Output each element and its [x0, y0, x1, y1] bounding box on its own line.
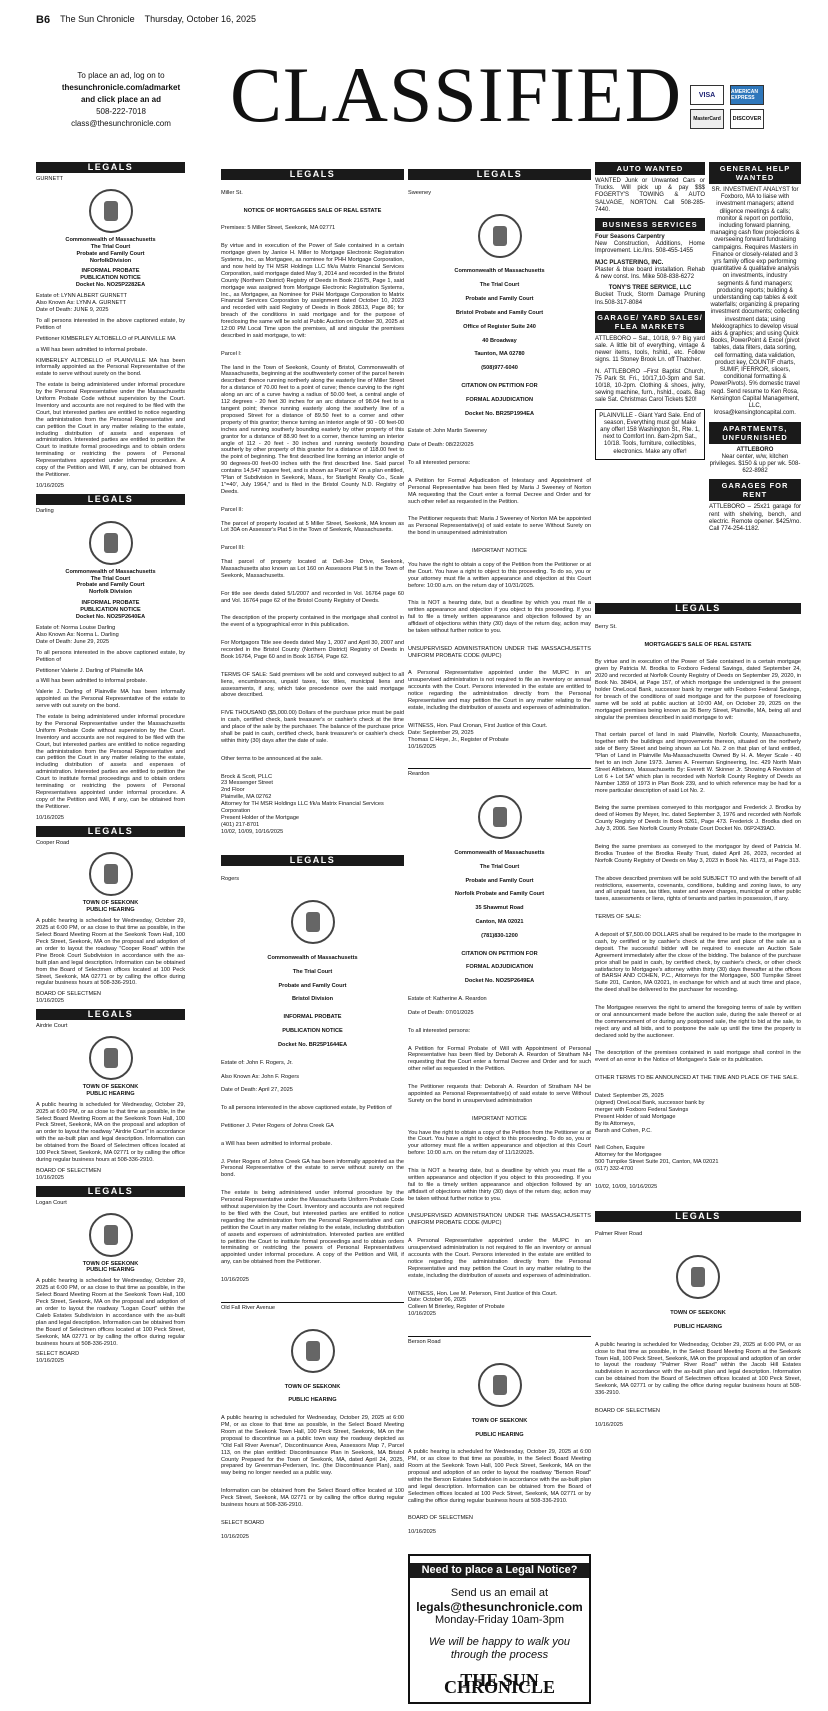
notice-text: Being the same premises conveyed to this mortgagor and Frederick J. Brodka by deed of Homes By Meyer, Inc. dated September 3, 1976 and recorded with Norfolk County Registry of Deeds in Book 5261, Page 473. Frederick J. Brodka died on July 3, 2006. See Norfolk County Probate Court Docket No. 06P2439AD.: [595, 805, 801, 833]
classified-ad: N. ATTLEBORO –First Baptist Church, 75 Park St. Fri., 10/17,10-3pm and Sat. 10/18, 10-2pm. Clothing & shoes, jwlry, sewing machine, furn., hshld., coats. Bag sale Sat. Christmas Carol Tickets $20!: [595, 368, 705, 404]
section-header: LEGALS: [408, 169, 591, 180]
notice-caption: The Trial Court: [292, 968, 333, 975]
classified-ad: ATTLEBORO – 25x21 garage for rent with shelving, bench, and electric. Remote opener. $425/mo. Call 774-254-1182.: [709, 504, 801, 532]
notice-text: By virtue and in execution of the Power of Sale contained in a certain mortgage given by Janice H. Miller to Mortgage Electronic Registration Systems, Inc., as Mortgagee, as nominee for PHH Mortgage Corporation, and now held by TH MSR Holdings LLC f/k/a Matrix Financial Services Corporation, said mortgage dated May 9, 2014 and recorded in the Bristol County (Northern District) Registry of Deeds in Book 21675, Page 1, said mortgage was assigned from Mortgage Electronic Registration Systems, Inc., as Mortgagee, as Nominee for PHH Mortgage Corporation to Matrix Financial Services Corporation by assignment dated October 10, 2023 and recorded with said Registry of Deeds in Book 28613, Page 86; for breach of the conditions in said mortgage and for the purpose of foreclosing the same will be sold at Public Auction on October 30, 2025 at 12:00 PM Local Time upon the premises, all and singular the premises described in said mortgage, to wit:: [221, 243, 404, 339]
notice-caption: CITATION ON PETITION FOR: [461, 950, 538, 957]
date-of-death: Date of Death: June 29, 2025: [36, 638, 110, 645]
notice-caption: FORMAL ADJUDICATION: [465, 396, 534, 403]
docket-number: Docket No. BR25P1644EA: [277, 1041, 348, 1048]
notice-caption: Office of Register Suite 240: [463, 323, 536, 330]
classified-ad: SR. INVESTMENT ANALYST for Foxboro, MA to liaise with investment managers; attend diligence meetings & calls; monitor & report on portfolio, including forward planning, managing cash flow projections & overseeing forward fundraising campaigns. Requires Masters in Finance or closely-related and 3 yrs family office exp performing quantitative & qualitative analysis on investments, industry segments & fund managers; producing reports; building & understanding cap tables & exit waterfalls; organizing & preparing investment documents; collecting investment data; using Mekkographics to develop visual aids & graphics; and using Quick Books, PowerPoint & Excel (pivot tables, data filters, data sorting, cell formatting, data validation, product key, COUNTIF charts, SUMIF, IFERROR, slicers, conditional formatting & PowerPivots). 5% domestic travel reqd. Send resume to Ken Rosa, Kensington Capital Management, LLC, krosa@kensingtoncapital.com.: [710, 187, 800, 417]
docket-number: Docket No. NO25P2282EA: [75, 282, 146, 289]
notice-caption: 40 Broadway: [482, 337, 517, 344]
notice-caption: Commonwealth of Massachusetts: [454, 268, 545, 275]
column-3: [408, 160, 591, 1697]
section-header: GARAGES FOR RENT: [709, 479, 801, 501]
notice-caption: Commonwealth of Massachusetts: [65, 568, 156, 575]
docket-number: Docket No. BR25P1994EA: [464, 410, 535, 417]
notice-caption: PUBLIC HEARING: [86, 1090, 135, 1097]
notice-caption: PUBLIC HEARING: [673, 1323, 723, 1330]
notice-caption: PUBLIC HEARING: [86, 1267, 135, 1274]
notice-signature: BOARD OF SELECTMEN: [36, 991, 101, 998]
notice-text: To all persons interested in the above captioned estate, by Petition of: [36, 649, 185, 663]
notice-caption: The Trial Court: [479, 863, 520, 870]
notice-signature: SELECT BOARD: [36, 1351, 80, 1358]
notice-text: To all persons interested in the above captioned estate, by Petition of: [221, 1105, 392, 1112]
notice-ref: Miller St.: [221, 189, 243, 196]
classified-ad: WANTED Junk or Unwanted Cars or Trucks. Will pick up & pay $$$ FOGERTY'S TOWING & AUTO SALVAGE, NORTON. Call 508-285-7440.: [595, 178, 705, 213]
notice-signature: BOARD OF SELECTMEN: [36, 1167, 101, 1174]
notice-caption: TOWN OF SEEKONK: [82, 900, 139, 907]
ad-info: [36, 70, 206, 130]
notice-caption: Probate and Family Court: [465, 877, 534, 884]
notice-text: The estate is being administered under informal procedure by the Personal Representative under the Massachusetts Uniform Probate Code without supervision by the Court. Inventory and accounts are not required to be filed with the Court, but interested parties are entitled to notice regarding the administration from the Personal Representative and can petition the Court in any matter relating to the estate, including distribution of assets and expenses of administration. Interested parties are entitled to petition the Court to institute formal proceedings and to obtain orders terminating or restricting the powers of Personal Representatives appointed under informal procedure. A copy of the Petition and Will, if any, can be obtained from the Petitioner.: [36, 382, 185, 478]
estate-aka: Also Known As: Norma L. Darling: [36, 631, 119, 638]
notice-caption: The Trial Court: [479, 282, 520, 289]
notice-ref: Airdrie Court: [36, 1023, 68, 1030]
section-header: LEGALS: [595, 1211, 801, 1222]
ad-title: TONY'S TREE SERVICE, LLC: [608, 285, 692, 292]
estate-name: Estate of: Katherine A. Reardon: [408, 996, 487, 1003]
notice-caption: 35 Shawmut Road: [475, 905, 524, 912]
notice-caption: Norfolk Division: [89, 589, 132, 596]
paper-name: The Sun Chronicle: [60, 14, 135, 24]
notice-caption: PUBLICATION NOTICE: [282, 1028, 343, 1035]
notice-signature: Neil Cohen, Esquire Attorney for the Mortgagee 500 Turnpike Street Suite 201, Canton, MA 02021 (617) 332-4700: [595, 1145, 719, 1173]
notice-text: The Mortgagee reserves the right to amend the foregoing terms of sale by written or oral announcement made before the auction sale, during the sale thereof or at the commencement of or during any postponed sale, the right to bid at the sale, to reject any and all bids, and to postpone the sale up until the time the property is declared sold by the auctioneer.: [595, 1005, 801, 1039]
date-of-death: Date of Death: 07/01/2025: [408, 1009, 474, 1016]
notice-caption: TOWN OF SEEKONK: [471, 1417, 528, 1424]
notice-signature: BOARD OF SELECTMEN: [595, 1407, 660, 1414]
notice-caption: CITATION ON PETITION FOR: [461, 382, 538, 389]
date-of-death: Date of Death: April 27, 2025: [221, 1087, 293, 1094]
notice-text: For Mortgagors Title see deeds dated May 1, 2007 and April 30, 2007 and recorded in the Bristol County (Northern District) Registry of Deeds in Book 16764, Page 60 and in Book 16764, Page 62.: [221, 640, 404, 660]
payment-cards: [690, 85, 800, 135]
issue-date: Thursday, October 16, 2025: [144, 14, 257, 24]
notice-date: 10/02, 10/09, 10/16/2025: [595, 1183, 658, 1190]
notice-date: 10/16/2025: [221, 1277, 249, 1284]
notice-caption: Probate and Family Court: [278, 982, 347, 989]
notice-caption: INFORMAL PROBATE: [81, 600, 140, 607]
admarket-link[interactable]: thesunchronicle.com/admarket: [61, 83, 181, 92]
notice-text: IMPORTANT NOTICE: [471, 547, 527, 554]
notice-text: A public hearing is scheduled for Wednesday, October 29, 2025 at 6:00 PM, or as close to that time as possible, in the Select Board Meeting Room at the Seekonk Town Hall, 100 Peck Street, Seekonk, MA on the proposal and adoption of an order to layout the roadway "Palmer River Road" within the Jacob Hill Estates subdivision in accordance with the as-built plan and legal description. Information can be obtained from the Board of Selectmen offices located at 100 Peck Street, Seekonk, MA 02771 or by calling the office during regular business hours at 508-336-2910.: [595, 1341, 801, 1397]
notice-signature: WITNESS, Hon. Paul Cronan, First Justice of this Court. Date: September 29, 2025 Thomas C Hoye, Jr., Register of Probate 10/16/2025: [408, 722, 548, 750]
notice-caption: The Trial Court: [90, 575, 131, 582]
state-seal-icon: [89, 189, 133, 233]
notice-caption: TOWN OF SEEKONK: [670, 1310, 726, 1317]
paper-logo: THE SUN CHRONICLE: [443, 1670, 555, 1697]
notice-ref: Cooper Road: [36, 839, 70, 846]
notice-date: 10/16/2025: [36, 1174, 64, 1181]
notice-ref: Logan Court: [36, 1199, 67, 1206]
notice-caption: NorfolkDivision: [89, 257, 132, 264]
masthead-title: CLASSIFIED: [230, 51, 683, 138]
notice-text: Parcel II:: [221, 506, 244, 513]
notice-text: By virtue and in execution of the Power of Sale contained in a certain mortgage given by Patricia M. Brodka to Foxboro Federal Savings, dated September 24, 2020 and recorded at Norfolk County Registry of Deeds on September 29, 2020, in Book No. 38404, at Page 157, of which mortgage the undersigned is the present holder OneLocal Bank, successor bank by merger with Foxboro Federal Savings, for breach of the conditions of said mortgage and for the purpose of foreclosing same will be sold at public auction at 10:00 AM, on October 29, 2025 on the mortgaged premises being known as 36 Berry Street, Plainville, MA, being all and singular the premises described in said mortgage to wit:: [595, 659, 801, 721]
section-header: GARAGE/ YARD SALES/ FLEA MARKETS: [595, 311, 705, 333]
date-of-death: Date of Death: JUNE 9, 2025: [36, 306, 109, 313]
ad-email[interactable]: class@thesunchronicle.com: [71, 119, 171, 128]
notice-text: a Will has been admitted to informal probate.: [221, 1140, 333, 1147]
promo-text: We will be happy to walk you through the process: [428, 1636, 571, 1662]
notice-text: Information can be obtained from the Select Board office located at 100 Peck Street, Seekonk, MA 02771 or by calling the office during regular business hours at 508-336-2910.: [221, 1488, 404, 1508]
section-header: LEGALS: [36, 826, 185, 837]
classified-ad: Near center, w/w, kitchen privileges. $150 & up per wk. 508-622-8982: [709, 453, 801, 475]
notice-ref: Berry St.: [595, 623, 617, 630]
promo-hours: Monday-Friday 10am-3pm: [435, 1614, 564, 1627]
notice-text: To all interested persons:: [408, 460, 471, 466]
notice-signature: WITNESS, Hon. Lee M. Peterson, First Justice of this Court. Date: October 06, 2025 Colleen M Brierley, Register of Probate 10/16/2025: [408, 1290, 558, 1318]
notice-text: Other terms to be announced at the sale.: [221, 755, 323, 762]
notice-text: J. Peter Rogers of Johns Creek GA has been informally appointed as the Personal Representative of the estate to serve without surety on the bond.: [221, 1158, 404, 1179]
docket-number: Docket No. NO25P2649EA: [464, 978, 535, 985]
notice-text: A public hearing is scheduled for Wednesday, October 29, 2025 at 6:00 PM, or as close to that time as possible, in the Select Board Meeting Room at the Seekonk Town Hall, 100 Peck Street, Seekonk, MA on the proposal and adoption of an order to layout the roadway "Cooper Road" within the Pine Brook Court Subdivision in accordance with the as-built plan and legal description. Information can be obtained from the Board of Selectmen offices located at 100 Peck Street, Seekonk, MA 02771 or by calling the office during regular business hours at 508-336-2910.: [36, 918, 185, 987]
estate-name: Estate of: Norma Louise Darling: [36, 624, 116, 631]
ad-info-line: To place an ad, log on to: [77, 71, 165, 80]
ad-title: MJC PLASTERING, INC.: [595, 259, 664, 266]
estate-aka: Also Known As: LYNN A. GURNETT: [36, 300, 127, 307]
docket-number: Docket No. NO25P2640EA: [75, 614, 146, 621]
notice-text: To all persons interested in the above captioned estate, by Petition of: [36, 317, 185, 331]
notice-caption: Commonwealth of Massachusetts: [65, 236, 156, 243]
notice-ref: Palmer River Road: [595, 1231, 643, 1238]
estate-name: Estate of: LYNN ALBERT GURNETT: [36, 293, 128, 300]
notice-text: A Petition for Formal Adjudication of Intestacy and Appointment of Personal Representative has been filed by Maria J Sweeney of Norton MA requesting that the Court enter a formal Decree and Order and for such other relief as requested in the Petition.: [408, 477, 591, 505]
notice-text: Being the same premises as conveyed to the mortgagor by deed of Patricia M. Brodka Trustee of the Brodka Realty Trust, dated April 26, 2023, recorded at Norfolk County Registry of Deeds on May 3, 2023 in Book No. 41173, at Page 313.: [595, 844, 801, 864]
notice-text: a Will has been admitted to informal probate.: [36, 678, 148, 685]
notice-text: For title see deeds dated 5/1/2007 and recorded in Vol. 16764 page 60 and Vol. 16764 page 62 of the Bristol County Registry of Deeds.: [221, 590, 404, 604]
notice-text: The description of the premises contained in said mortgage shall control in the event of an error in the Notice of Mortgagee's Sale or its publication.: [595, 1050, 801, 1064]
notice-signature: Dated: September 25, 2025 (signed) OneLocal Bank, successor bank by merger with Foxboro Federal Savings Present Holder of said Mortgage By its Attorneys, Barsh and Cohen, P.C.: [595, 1093, 705, 1134]
notice-ref: Sweeney: [408, 189, 432, 196]
section-header: GENERAL HELP WANTED: [709, 162, 801, 184]
section-header: LEGALS: [36, 162, 185, 173]
notice-caption: (508)977-6040: [481, 365, 518, 372]
visa-icon: VISA: [690, 85, 724, 105]
notice-caption: Bristol Probate and Family Court: [455, 309, 544, 316]
column-1: [36, 160, 185, 1580]
notice-text: OTHER TERMS TO BE ANNOUNCED AT THE TIME AND PLACE OF THE SALE.: [595, 1075, 799, 1082]
notice-caption: FORMAL ADJUDICATION: [465, 964, 534, 971]
classified-ad: PLAINVILLE - Giant Yard Sale. End of season, Everything must go! Make any offer! 158 Washington St., Rte. 1, next to Comfort Inn. 8am-2pm Sat., 10/18. Tools, furniture, collectibles, electronics. Make any offer!: [595, 409, 705, 460]
notice-text: A Petition for Formal Probate of Will with Appointment of Personal Representative has been filed by Deborah A. Reardon of Stratham NH requesting that the Court enter a formal Decree and Order and for such other relief as requested in the Petition.: [408, 1045, 591, 1073]
notice-text: UNSUPERVISED ADMINISTRATION UNDER THE MASSACHUSETTS UNIFORM PROBATE CODE (MUPC): [408, 1213, 591, 1227]
notice-caption: Bristol Division: [291, 996, 334, 1003]
notice-text: This is NOT a hearing date, but a deadline by which you must file a written appearance and objection if you object to this proceeding. If you fail to file a timely written appearance and objection followed by an affidavit of objections within thirty (30) days of the return day, action may be taken without further notice to you.: [408, 600, 591, 634]
notice-caption: INFORMAL PROBATE: [81, 268, 140, 275]
column-5: [709, 160, 801, 600]
ad-info-line: and click place an ad: [80, 95, 162, 104]
notice-text: IMPORTANT NOTICE: [471, 1115, 527, 1122]
notice-caption: Commonwealth of Massachusetts: [454, 849, 545, 856]
notice-caption: TOWN OF SEEKONK: [284, 1383, 341, 1390]
notice-ref: Berson Road: [408, 1336, 591, 1346]
notice-text: a Will has been admitted to informal probate.: [36, 346, 148, 353]
mastercard-icon: MasterCard: [690, 109, 724, 129]
notice-text: Valerie J. Darling of Plainville MA has been informally appointed as the Personal Representative of the estate to serve with out surety on the bond.: [36, 689, 185, 710]
estate-name: Estate of: John F. Rogers, Jr.: [221, 1059, 293, 1066]
notice-text: Petitioner J. Peter Rogers of Johns Creek GA: [221, 1122, 334, 1129]
notice-text: UNSUPERVISED ADMINISTRATION UNDER THE MASSACHUSETTS UNIFORM PROBATE CODE (MUPC): [408, 645, 591, 659]
notice-text: A public hearing is scheduled for Wednesday, October 29, 2025 at 6:00 PM, or as close to that time as possible, in the Select Board Meeting Room at the Seekonk Town Hall, 100 Peck Street, Seekonk, MA on the proposal to discontinue as a public town way the roadway depicted as "Old Fall River Avenue", Discontinuance Area, Assessors Map 7, Parcel 113, on the plan entitled: Discontinuance Plan in Seekonk, MA Bristol County Prepared for the Town of Seekonk, MA, dated April 24, 2025, prepared by Greenman-Pedersen, Inc. (the Discontinuance Plan), said way being no longer needed as a public way.: [221, 1415, 404, 1477]
town-seal-icon: [291, 1329, 335, 1373]
notice-caption: (781)830-1200: [481, 932, 518, 939]
notice-ref: Reardon: [408, 768, 591, 778]
notice-text: That parcel of property located at Dell-Joe Drive, Seekonk, Massachusetts also known as Lot 160 on Assessors Plat 5 in the Town of Seekonk, Massachusetts.: [221, 559, 404, 579]
section-header: LEGALS: [36, 1009, 185, 1020]
notice-text: You have the right to obtain a copy of the Petition from the Petitioner or at the Court. You have a right to object to this proceeding. To do so, you or your attorney must file a written appearance and objection at this Court before: 10:00 a.m. on the return day of 11/12/2025.: [408, 1129, 591, 1157]
notice-text: The above described premises will be sold SUBJECT TO and with the benefit of all restrictions, easements, covenants, conditions, building and zoning laws, to any and all unpaid taxes, tax titles, water and sewer charges, municipal or other public taxes, assessments or liens, rights of tenants and parties in possession, if any.: [595, 875, 801, 903]
notice-caption: Taunton, MA 02780: [474, 351, 525, 358]
notice-signature: BOARD OF SELECTMEN: [408, 1515, 473, 1522]
notice-caption: PUBLIC HEARING: [288, 1397, 337, 1404]
notice-text: Parcel III:: [221, 545, 245, 552]
notice-text: Parcel I:: [221, 350, 242, 357]
classified-ad: ATTLEBORO – Sat., 10/18, 9-? Big yard sale. A little bit of everything, vintage & newer items, tools, hshld., etc. Follow signs. 11 Stoney Brook Ln. off Thatcher.: [595, 335, 705, 364]
notice-text: That certain parcel of land in said Plainville, Norfolk County, Massachusetts, together with the buildings and improvements thereon, situated on the northerly side of Berry Street and being shown as Lot No. 2 on that plan of land entitled, "Plan of Land in Plainville Ma-Massachusetts Owned By H. A. Meyer Scale - 40 feet to an inch June 1973. James A. Freeman Engineering, Inc. 429 North Main Street Attleboro, Massachusetts By: Everett W. Skinner Jr. Showing A Revision of Lot 6 + Lot 5A" which plan is recorded with Norfolk County Registry of Deeds as Number 1359 of 1973 in Plan Book 239, and to which reference may be had for a more particular description of said Lot No. 2.: [595, 732, 801, 794]
date-of-death: Date of Death: 08/22/2025: [408, 442, 474, 449]
notice-text: The estate is being administered under informal procedure by the Personal Representative under the Massachusetts Uniform Probate Code without supervision by the Court. Inventory and accounts are not required to be filed with the Court, but interested parties are entitled to notice regarding the administration from the Personal Representative and can petition the Court in any matter relating to the estate, including distribution of assets and expenses of administration. Interested parties are entitled to petition the Court to institute formal proceedings and to obtain orders terminating or restricting the powers of Personal Representatives appointed under informal procedure. A copy of the Petition and Will, if any, can be obtained from the Petitioner.: [36, 714, 185, 810]
notice-date: 10/16/2025: [36, 482, 64, 489]
notice-text: Petitioner KIMBERLEY ALTOBELLO of PLAINVILLE MA: [36, 335, 176, 342]
column-right-legals: [595, 594, 801, 1584]
notice-text: Petitioner Valerie J. Darling of Plainville MA: [36, 667, 144, 674]
notice-ref: Rogers: [221, 876, 240, 883]
ad-title: Four Seasons Carpentry: [595, 234, 665, 241]
notice-date: 10/16/2025: [36, 998, 64, 1005]
notice-date: 10/16/2025: [36, 814, 64, 821]
notice-date: 10/16/2025: [408, 1529, 436, 1536]
notice-caption: PUBLIC HEARING: [475, 1431, 524, 1438]
notice-caption: Probate and Family Court: [76, 250, 145, 257]
notice-text: A public hearing is scheduled for Wednesday, October 29, 2025 at 6:00 PM, or as close to that time as possible, in the Select Board Meeting Room at the Seekonk Town Hall, 100 Peck Street, Seekonk, MA on the proposal and adoption of an order to layout the roadway "Airdrie Court" in accordance with the as-built plan and legal description. Information can be obtained from the Board of Selectmen offices located at 100 Peck Street, Seekonk, MA 02771 or by calling the office during regular business hours at 508-336-2910.: [36, 1101, 185, 1163]
notice-text: TERMS OF SALE: Said premises will be sold and conveyed subject to all liens, encumbrances, unpaid taxes, tax titles, municipal liens and assessments, if any, which take precedence over the said mortgage above described.: [221, 671, 404, 699]
notice-text: TERMS OF SALE:: [595, 914, 642, 921]
notice-date: 10/16/2025: [221, 1533, 249, 1540]
section-header: BUSINESS SERVICES: [595, 218, 705, 231]
notice-date: 10/16/2025: [36, 1358, 64, 1365]
notice-text: A Personal Representative appointed under the MUPC in an unsupervised administration is not required to file an inventory or annual accounts with the Court. Persons interested in the estate are entitled to notice regarding the administration directly from the Personal Representative and may petition the Court in any matter relating to the estate, including the distribution of assets and expenses of administration.: [408, 670, 591, 711]
notice-date: 10/16/2025: [595, 1421, 623, 1428]
page-number: B6: [36, 14, 51, 26]
section-header: LEGALS: [221, 169, 404, 180]
discover-icon: DISCOVER: [730, 109, 764, 129]
notice-text: The Petitioner requests that: Maria J Sweeney of Norton MA be appointed as Personal Representative(s) of said estate to serve Without Surety on the bond in unsupervised administration: [408, 516, 591, 537]
notice-text: The estate is being administered under informal procedure by the Personal Representative under the Massachusetts Uniform Probate Code without supervision by the Court. Inventory and accounts are not required to be filed with the Court, but interested parties are entitled to notice regarding the administration from the Personal Representative and can petition the Court in any matter relating to the estate, including distribution of assets and expenses of administration. Interested parties are entitled to petition the Court to institute formal proceedings and to obtain orders terminating or restricting the powers of Personal Representatives appointed under informal procedure. A copy of the Petition and Will, if any, can be obtained from the Petitioner.: [221, 1190, 404, 1266]
section-header: LEGALS: [221, 855, 404, 866]
column-4: [595, 160, 705, 600]
promo-text: Send us an email at: [450, 1586, 549, 1599]
estate-name: Estate of: John Martin Sweeney: [408, 428, 487, 435]
notice-text: The description of the property contained in the mortgage shall control in the event of a typographical error in this publication.: [221, 615, 404, 629]
classified-ad: Bucket Truck, Storm Damage Pruning Ins.508-317-8084: [595, 292, 705, 306]
notice-text: This is NOT a hearing date, but a deadline by which you must file a written appearance and objection if you object to this proceeding. If you fail to file a timely written appearance and objection followed by an affidavit of objections within thirty (30) days of the return day, action may be taken without further notice to you.: [408, 1168, 591, 1202]
notice-text: You have the right to obtain a copy of the Petition from the Petitioner or at the Court. You have a right to object to this proceeding. To do so, you or your attorney must file a written appearance and objection at this Court before: 10:00 a.m. on the return day of 10/31/2025.: [408, 561, 591, 589]
state-seal-icon: [89, 521, 133, 565]
notice-caption: Probate and Family Court: [465, 296, 534, 303]
notice-text: To all interested persons:: [408, 1027, 471, 1034]
state-seal-icon: [291, 900, 335, 944]
notice-caption: Probate and Family Court: [76, 582, 145, 589]
notice-text: KIMBERLEY ALTOBELLO of PLAINVILLE MA has been informally appointed as the Personal Representative of the estate to serve without surety on the bond.: [36, 357, 185, 378]
town-seal-icon: [89, 1036, 133, 1080]
notice-caption: PUBLICATION NOTICE: [80, 275, 141, 282]
classified-ad: Plaster & blue board installation. Rehab & new const. Ins. Mike 508-838-6272: [595, 266, 705, 281]
notice-caption: Norfolk Probate and Family Court: [454, 891, 545, 898]
town-seal-icon: [478, 1363, 522, 1407]
town-seal-icon: [676, 1255, 720, 1299]
section-header: LEGALS: [36, 494, 185, 505]
notice-caption: PUBLICATION NOTICE: [80, 607, 141, 614]
notice-caption: TOWN OF SEEKONK: [82, 1083, 139, 1090]
notice-title: NOTICE OF MORTGAGEES SALE OF REAL ESTATE: [243, 207, 382, 214]
notice-caption: PUBLIC HEARING: [86, 907, 135, 914]
page-header: [36, 14, 256, 26]
notice-text: A deposit of $7,500.00 DOLLARS shall be required to be made to the mortgagee in cash, by certified or by cashier's check at the time and place of the sale as a deposit. The successful bidder will be required to execute an Auction Sale Agreement immediately after the close of the bidding. The balance of the purchase price shall be paid in cash, by certified check, by cashier's check, or other check satisfactory to Mortgagee's attorney within thirty (30) days thereafter at the offices of BARSH AND COHEN, P.C., Attorneys for the Mortgagee, 500 Turnpike Street Suite 201, Canton, MA 02021, in exchange for which and at such time and place, the deed shall be delivered to the purchaser for recording.: [595, 931, 801, 994]
notice-text: The Petitioner requests that: Deborah A. Reardon of Stratham NH be appointed as Personal Representative(s) of said estate to serve Without Surety on the bond in unsupervised administration: [408, 1084, 591, 1104]
notice-signature: Brock & Scott, PLLC 23 Messenger Street 2nd Floor Plainville, MA 02762 Attorney for TH MSR Holdings LLC f/k/a Matrix Financial Services Corporation Present Holder of the Mortgage (401) 217-8701 10/02, 10/09, 10/16/2025: [221, 773, 384, 835]
column-2: [221, 160, 404, 1580]
notice-ref: Old Fall River Avenue: [221, 1302, 404, 1312]
notice-signature: SELECT BOARD: [221, 1519, 265, 1526]
amex-icon: AMERICAN EXPRESS: [730, 85, 764, 105]
state-seal-icon: [478, 795, 522, 839]
state-seal-icon: [478, 214, 522, 258]
notice-text: A public hearing is scheduled for Wednesday, October 29, 2025 at 6:00 PM, or as close to that time as possible, in the Select Board Meeting Room at the Seekonk Town Hall, 100 Peck Street, Seekonk, MA on the proposal and adoption of an order to layout the roadway "Logan Court" within the Caleb Estates Subdivision in accordance with the as-built plan and legal description. Information can be obtained from the Board of Selectmen offices located at 100 Peck Street, Seekonk, MA 02771 or by calling the office during regular business hours at 508-336-2910.: [36, 1278, 185, 1347]
notice-text: The parcel of property located at 5 Miller Street, Seekonk, MA known as Lot 30A on Assessor's Plat 5 in the Town of Seekonk, Massachusetts.: [221, 520, 404, 534]
town-seal-icon: [89, 852, 133, 896]
estate-aka: Also Known As: John F. Rogers: [221, 1073, 300, 1080]
notice-text: Premises: 5 Miller Street, Seekonk, MA 02771: [221, 225, 336, 232]
section-header: LEGALS: [595, 603, 801, 614]
town-seal-icon: [89, 1213, 133, 1257]
ad-title: ATTLEBORO: [736, 446, 774, 453]
notice-text: A Personal Representative appointed under the MUPC in an unsupervised administration is not required to file an inventory or annual accounts with the Court. Persons interested in the estate are entitled to notice regarding the administration directly from the Personal Representative and may petition the Court in any matter relating to the estate, including the distribution of assets and expenses of administration.: [408, 1238, 591, 1279]
classified-ad: New Construction, Additions, Home Improvement. Lic./Ins. 508-455-1455: [595, 241, 705, 255]
notice-caption: INFORMAL PROBATE: [283, 1014, 342, 1021]
notice-text: A public hearing is scheduled for Wednesday, October 29, 2025 at 6:00 PM, or as close to that time as possible, in the Select Board Meeting Room at the Seekonk Town Hall, 100 Peck Street, Seekonk, MA on the proposal and adoption of an order to layout the roadway "Berson Road" within the Berson Estates Subdivision in accordance with the as-built plan and legal description. Information can be obtained from the Board of Selectmen offices located at 100 Peck Street, Seekonk, MA 02771 or by calling the office during regular business hours at 508-336-2910.: [408, 1449, 591, 1504]
legal-notice-promo: [408, 1554, 591, 1704]
notice-caption: TOWN OF SEEKONK: [82, 1260, 139, 1267]
section-header: AUTO WANTED: [595, 162, 705, 175]
notice-ref: GURNETT: [36, 175, 64, 182]
promo-title: Need to place a Legal Notice?: [410, 1563, 589, 1578]
notice-caption: The Trial Court: [90, 243, 131, 250]
notice-text: FIVE THOUSAND ($5,000.00) Dollars of the purchase price must be paid in cash, certified check, bank treasurer's or cashier's check at the time and place of the sale by the purchaser. The balance of the purchase price shall be paid in cash, certified check, bank treasurer's or cashier's check within thirty (30) days after the date of sale.: [221, 710, 404, 744]
notice-caption: Commonwealth of Massachusetts: [267, 955, 358, 961]
section-header: LEGALS: [36, 1186, 185, 1197]
legals-email-link[interactable]: legals@thesunchronicle.com: [416, 1599, 583, 1614]
notice-title: MORTGAGEE'S SALE OF REAL ESTATE: [644, 641, 752, 648]
notice-text: The land in the Town of Seekonk, County of Bristol, Commonwealth of Massachusetts, beginning at the southwesterly corner of the parcel herein described: thence running northerly along the easterly line of Miller Street for a distance of 70.00 feet to a point of curve; thence curving to the right along an arc of a curve having a radius of 50.00 feet, a central angle of 112 degrees - 20 feet 30 inches for an arc distance of 98.04 feet to a tangent point; thence running easterly along the southerly line of a proposed Street for a distance of 89.50 feet to a corner and other property of this grantor; thence turning an interior angle of 90 - 00 feet-00 inches and running southerly bounding easterly by other property of this grantor for a distance of 88.90 feet to a corner, thence turning an interior angle of 112 - 20 feet - 30 inches and running westerly bounding southerly by other property of this grantor for a distance of 118.00 feet to the point of beginning. The first described line forming an interior angle of 90 degrees-00 feet-00 inches with the first described line. Said parcel contains 14,547 square feet, and is shown as Parcel 'A' on a plan entitled, "Plan of Subdivision in Seekonk, Mass., for Starlight Realty Co., Scale 1"=40', July 1964," and is filed in the Bristol County N.D. Registry of Deeds.: [221, 364, 404, 495]
notice-caption: Canton, MA 02021: [475, 919, 524, 926]
ad-phone: 508-222-7018: [96, 107, 146, 116]
notice-ref: Darling: [36, 507, 54, 514]
section-header: APARTMENTS, UNFURNISHED: [709, 422, 801, 444]
